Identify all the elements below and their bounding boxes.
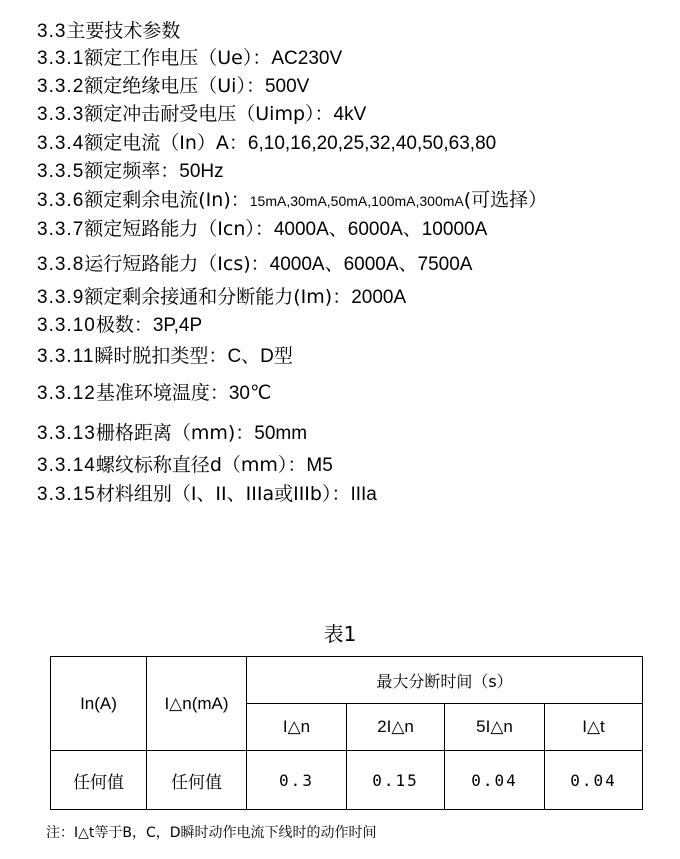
spec-number: 3.3.5: [37, 161, 85, 182]
spec-item: [37, 481, 377, 508]
spec-item: [37, 343, 293, 370]
spec-item: [37, 101, 366, 128]
spec-label: 额定剩余电流(In)：: [84, 189, 250, 211]
spec-item: [37, 216, 487, 243]
spec-label: 额定冲击耐受电压（Uimp）：: [84, 103, 334, 125]
spec-value: 4000A、6000A、7500A: [269, 254, 473, 275]
spec-item: [37, 45, 342, 72]
spec-item: [37, 420, 307, 447]
spec-label: 螺纹标称直径d（mm）：: [95, 454, 307, 476]
spec-item: [37, 312, 202, 339]
cell-time: 0.3: [247, 751, 347, 810]
spec-value: C、D型: [227, 346, 293, 367]
spec-label: 材料组别（I、II、IIIa或IIIb）：: [95, 483, 351, 505]
cell-in: 任何值: [51, 751, 147, 810]
spec-item: [37, 380, 271, 407]
spec-number: 3.3.14: [37, 455, 96, 476]
spec-item: [37, 187, 547, 214]
cell-time: 0.04: [545, 751, 643, 810]
header-idn: I△n(mA): [147, 657, 247, 751]
table-title: 表1: [323, 622, 357, 646]
spec-item: [37, 73, 309, 100]
table-row: [51, 751, 643, 810]
header-max-break-time: 最大分断时间（s）: [247, 657, 643, 704]
spec-label: 额定短路能力（Icn）：: [84, 218, 274, 240]
spec-number: 3.3.7: [37, 219, 85, 240]
header-in: In(A): [51, 657, 147, 751]
spec-number: 3.3.2: [37, 76, 85, 97]
spec-value: 4000A、6000A、10000A: [273, 219, 488, 240]
spec-value: M5: [306, 455, 333, 476]
spec-number: 3.3.4: [37, 133, 85, 154]
section-number: 3.3: [37, 21, 67, 42]
spec-number: 3.3.9: [37, 287, 85, 308]
subheader-idt: I△t: [545, 704, 643, 751]
spec-value: 2000A: [351, 287, 407, 308]
spec-label: 额定电流（In）A：: [84, 132, 248, 154]
spec-label: 额定绝缘电压（Ui）：: [84, 75, 265, 97]
spec-number: 3.3.6: [37, 190, 85, 211]
section-title-text: 主要技术参数: [66, 20, 181, 42]
spec-label: 额定剩余接通和分断能力(Im)：: [84, 286, 352, 308]
spec-value: 3P,4P: [152, 315, 203, 336]
spec-value: 30℃: [228, 383, 272, 404]
spec-label: 瞬时脱扣类型：: [94, 345, 228, 367]
subheader-idn: I△n: [247, 704, 347, 751]
spec-value: 15mA,30mA,50mA,100mA,300mA: [249, 193, 464, 209]
spec-number: 3.3.8: [37, 254, 85, 275]
spec-item: [37, 251, 472, 278]
spec-label: 基准环境温度：: [95, 382, 229, 404]
cell-time: 0.04: [445, 751, 545, 810]
spec-value: 50mm: [254, 423, 308, 444]
spec-label: 运行短路能力（Ics)：: [84, 253, 270, 275]
spec-item: [37, 452, 333, 479]
spec-number: 3.3.12: [37, 383, 96, 404]
spec-item: [37, 130, 496, 157]
spec-number: 3.3.1: [37, 48, 85, 69]
section-title: [37, 18, 180, 45]
spec-value: 6,10,16,20,25,32,40,50,63,80: [247, 133, 497, 154]
cell-idn: 任何值: [147, 751, 247, 810]
spec-number: 3.3.15: [37, 484, 96, 505]
spec-value: AC230V: [271, 48, 343, 69]
spec-label: 栅格距离（mm)：: [95, 422, 255, 444]
subheader-5idn: 5I△n: [445, 704, 545, 751]
spec-label: 额定工作电压（Ue）：: [84, 47, 272, 69]
spec-value: 4kV: [333, 104, 367, 125]
spec-number: 3.3.3: [37, 104, 85, 125]
spec-number: 3.3.11: [37, 346, 95, 367]
spec-number: 3.3.10: [37, 315, 96, 336]
cell-time: 0.15: [347, 751, 445, 810]
subheader-2idn: 2I△n: [347, 704, 445, 751]
spec-suffix: (可选择）: [463, 189, 548, 211]
spec-item: [37, 158, 224, 185]
spec-label: 额定频率：: [84, 160, 180, 182]
spec-item: [37, 284, 406, 311]
spec-number: 3.3.13: [37, 423, 96, 444]
spec-label: 极数：: [95, 314, 153, 336]
table-note: 注：I△t等于B，C，D瞬时动作电流下线时的动作时间: [46, 825, 377, 841]
spec-value: 500V: [264, 76, 310, 97]
spec-value: IIIa: [350, 484, 377, 505]
spec-value: 50Hz: [179, 161, 224, 182]
trip-time-table: [50, 656, 643, 810]
